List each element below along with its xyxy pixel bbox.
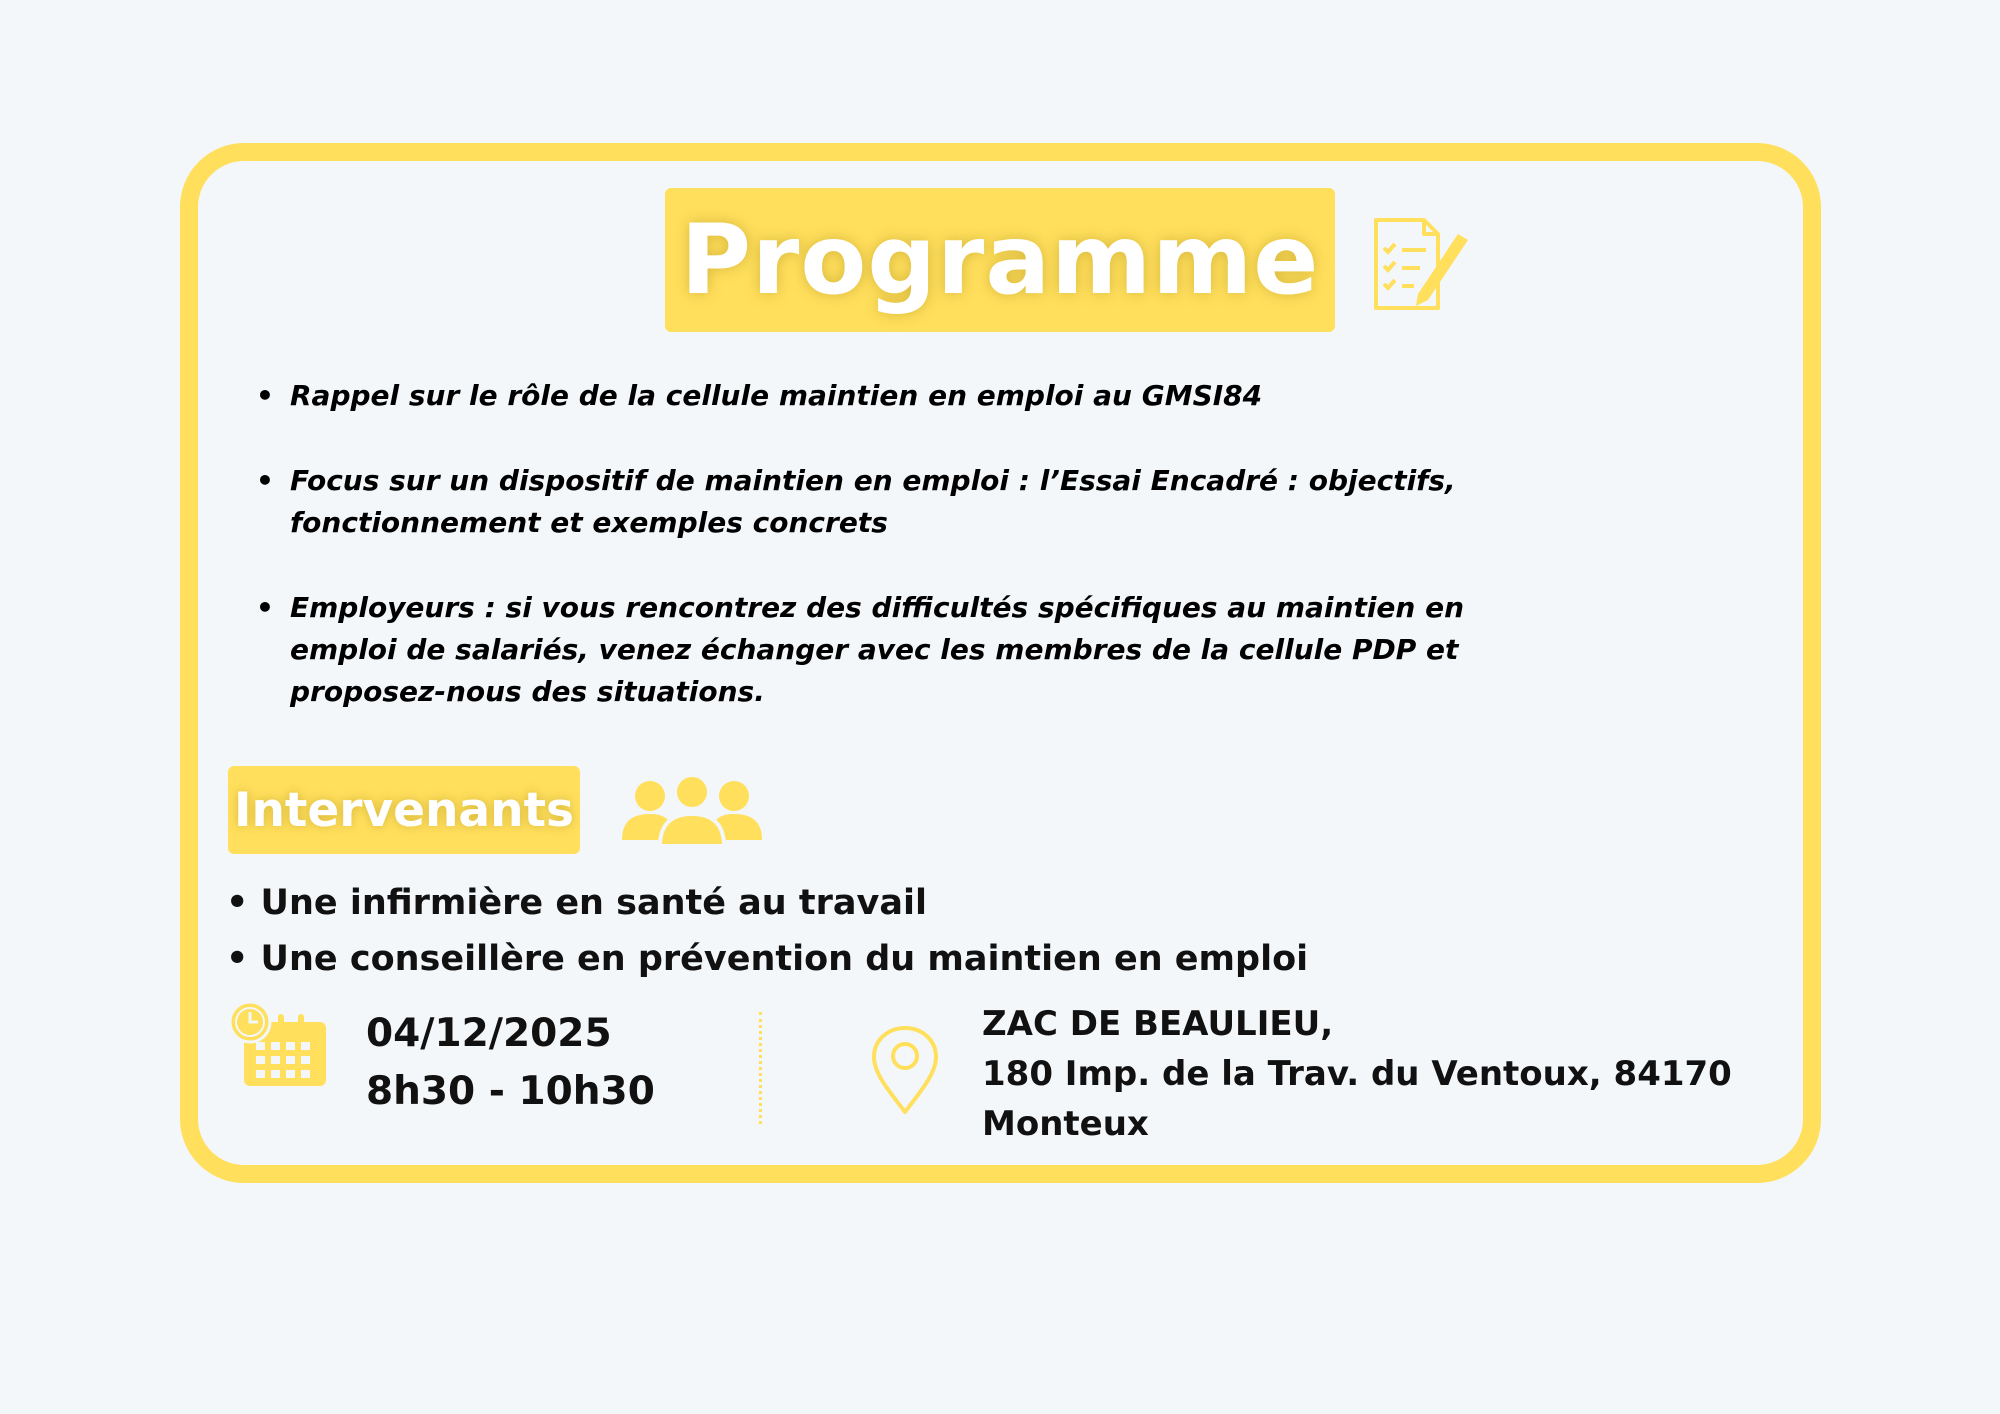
people-group-icon [620, 772, 764, 848]
intervenants-banner [228, 766, 580, 854]
date-time-block [366, 1005, 655, 1121]
address-line: 180 Imp. de la Trav. du Ventoux, 84170 [982, 1054, 1732, 1094]
page-title: Programme [680, 204, 1320, 316]
list-item: • Une infirmière en santé au travail [226, 883, 927, 923]
address-block [982, 999, 1732, 1149]
list-item: • Employeurs : si vous rencontrez des difficultés spécifiques au maintien en emploi de salariés, venez échanger avec les membres de la cellule PDP et proposez-nous des situations. [256, 587, 1556, 713]
event-time: 8h30 - 10h30 [366, 1069, 655, 1114]
event-date: 04/12/2025 [366, 1011, 612, 1056]
intervenants-list [226, 875, 1308, 987]
list-item: • Focus sur un dispositif de maintien en emploi : l’Essai Encadré : objectifs, fonctionnement et exemples concrets [256, 460, 1556, 544]
list-item: • Une conseillère en prévention du maintien en emploi [226, 939, 1309, 979]
title-banner [665, 188, 1335, 332]
location-pin-icon [870, 1024, 940, 1116]
address-line: Monteux [982, 1104, 1149, 1144]
programme-list [256, 375, 1556, 756]
document-checklist-pencil-icon [1368, 214, 1468, 314]
list-item: • Rappel sur le rôle de la cellule maintien en emploi au GMSI84 [256, 375, 1556, 417]
address-line: ZAC DE BEAULIEU, [982, 1004, 1334, 1044]
intervenants-heading: Intervenants [233, 782, 575, 838]
divider [759, 1012, 762, 1124]
calendar-clock-icon [228, 1000, 330, 1090]
